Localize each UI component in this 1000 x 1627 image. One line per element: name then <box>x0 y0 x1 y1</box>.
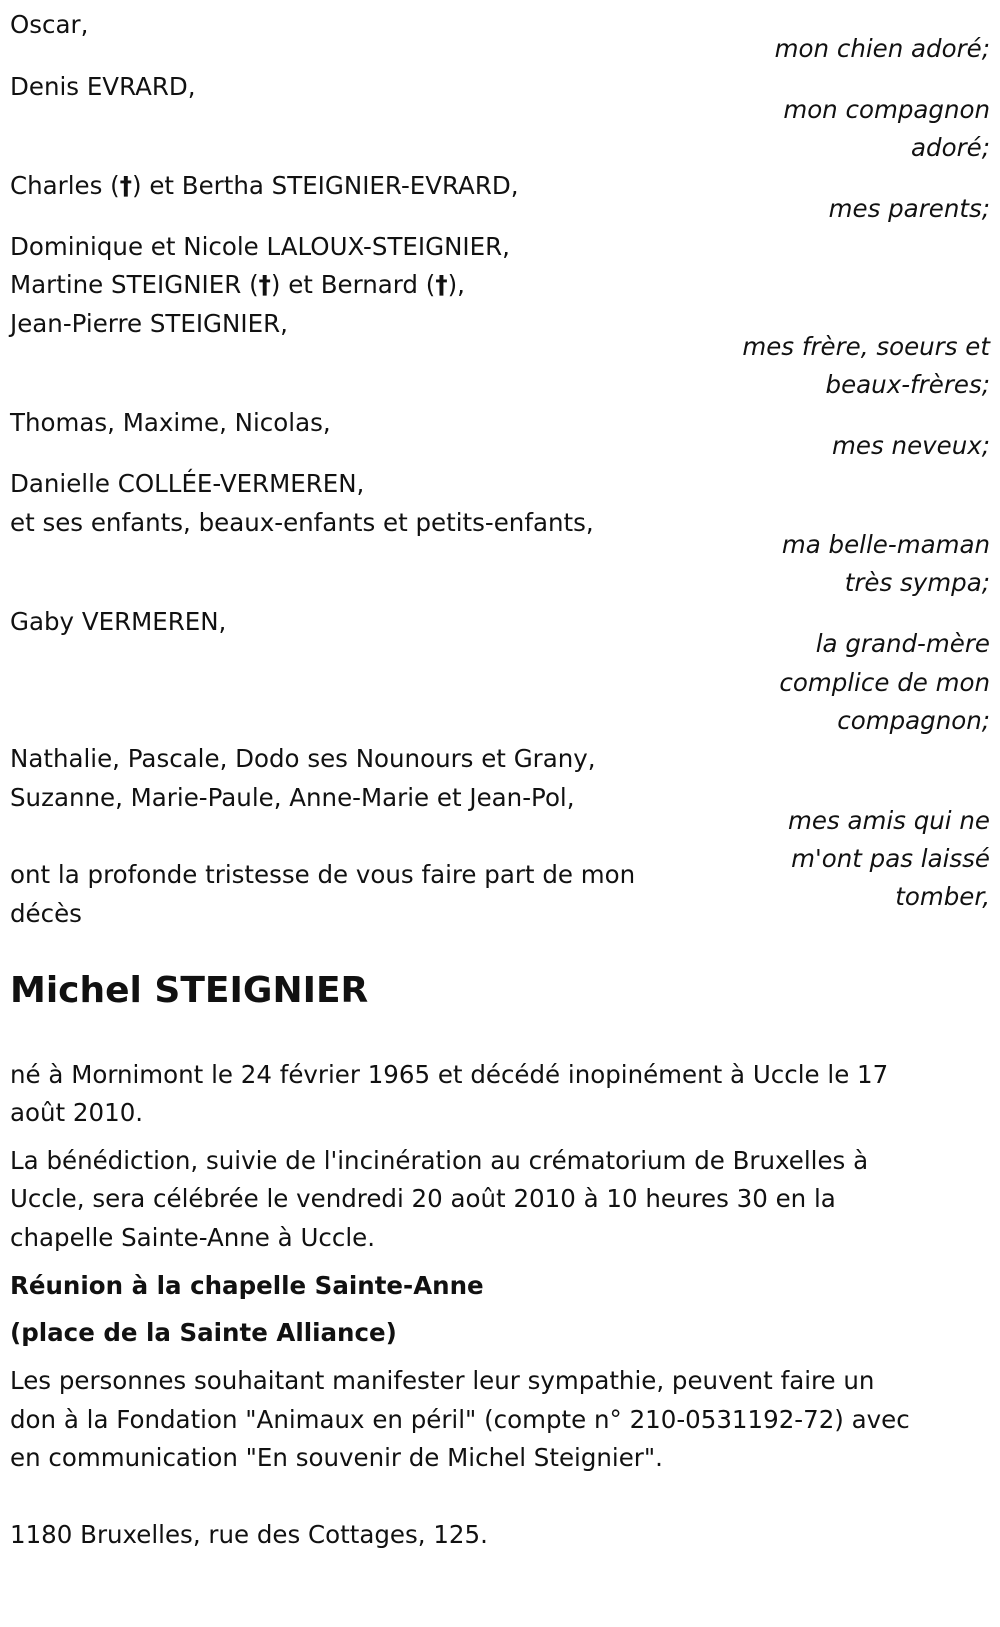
ceremony-line-3: chapelle Sainte-Anne à Uccle. <box>10 1223 376 1252</box>
reunion-heading-2: (place de la Sainte Alliance) <box>10 1318 397 1347</box>
relation-grandmere-2: complice de mon <box>779 668 990 697</box>
relation-compagnon-2: adoré; <box>911 133 990 162</box>
relation-maman-2: très sympa; <box>844 568 990 597</box>
relation-maman-1: ma belle-maman <box>781 530 990 559</box>
relation-amis-1: mes amis qui ne <box>787 806 990 835</box>
address: 1180 Bruxelles, rue des Cottages, 125. <box>10 1520 488 1549</box>
relation-compagnon-1: mon compagnon <box>783 95 990 124</box>
relation-freres-2: beaux-frères; <box>825 370 990 399</box>
cross-icon: † <box>258 270 271 299</box>
ceremony-line-2: Uccle, sera célébrée le vendredi 20 août 2010 à 10 heures 30 en la <box>10 1184 836 1213</box>
donation-line-2: don à la Fondation "Animaux en péril" (compte n° 210-0531192-72) avec <box>10 1405 910 1434</box>
relation-grandmere-3: compagnon; <box>837 706 990 735</box>
family-line-oscar: Oscar, <box>10 10 89 39</box>
family-line-martine: Martine STEIGNIER (†) et Bernard (†), <box>10 270 465 299</box>
relation-grandmere-1: la grand-mère <box>815 629 990 658</box>
family-line-charles: Charles (†) et Bertha STEIGNIER-EVRARD, <box>10 171 519 200</box>
donation-line-3: en communication "En souvenir de Michel Steignier". <box>10 1443 663 1472</box>
deceased-name: Michel STEIGNIER <box>10 970 369 1011</box>
relation-freres-1: mes frère, soeurs et <box>742 332 990 361</box>
cross-icon: † <box>435 270 448 299</box>
announcement-line-2: décès <box>10 899 82 928</box>
relation-amis-3: tomber, <box>895 882 990 911</box>
family-line-denis: Denis EVRARD, <box>10 72 196 101</box>
ceremony-line-1: La bénédiction, suivie de l'incinération au crématorium de Bruxelles à <box>10 1146 869 1175</box>
family-line-thomas: Thomas, Maxime, Nicolas, <box>10 408 331 437</box>
family-line-nathalie: Nathalie, Pascale, Dodo ses Nounours et Grany, <box>10 744 596 773</box>
relation-amis-2: m'ont pas laissé <box>791 844 990 873</box>
family-line-jeanpierre: Jean-Pierre STEIGNIER, <box>10 309 288 338</box>
family-line-danielle: Danielle COLLÉE-VERMEREN, <box>10 469 365 498</box>
donation-line-1: Les personnes souhaitant manifester leur sympathie, peuvent faire un <box>10 1366 875 1395</box>
reunion-heading-1: Réunion à la chapelle Sainte-Anne <box>10 1271 484 1300</box>
family-line-suzanne: Suzanne, Marie-Paule, Anne-Marie et Jean-Pol, <box>10 783 575 812</box>
birth-death-line-2: août 2010. <box>10 1098 144 1127</box>
relation-neveux: mes neveux; <box>832 431 990 460</box>
family-line-gaby: Gaby VERMEREN, <box>10 607 227 636</box>
birth-death-line-1: né à Mornimont le 24 février 1965 et décédé inopinément à Uccle le 17 <box>10 1060 889 1089</box>
cross-icon: † <box>119 171 132 200</box>
relation-parents: mes parents; <box>828 194 990 223</box>
relation-chien: mon chien adoré; <box>774 34 990 63</box>
family-line-enfants: et ses enfants, beaux-enfants et petits-enfants, <box>10 508 594 537</box>
family-line-dominique: Dominique et Nicole LALOUX-STEIGNIER, <box>10 232 510 261</box>
announcement-line-1: ont la profonde tristesse de vous faire part de mon <box>10 860 636 889</box>
